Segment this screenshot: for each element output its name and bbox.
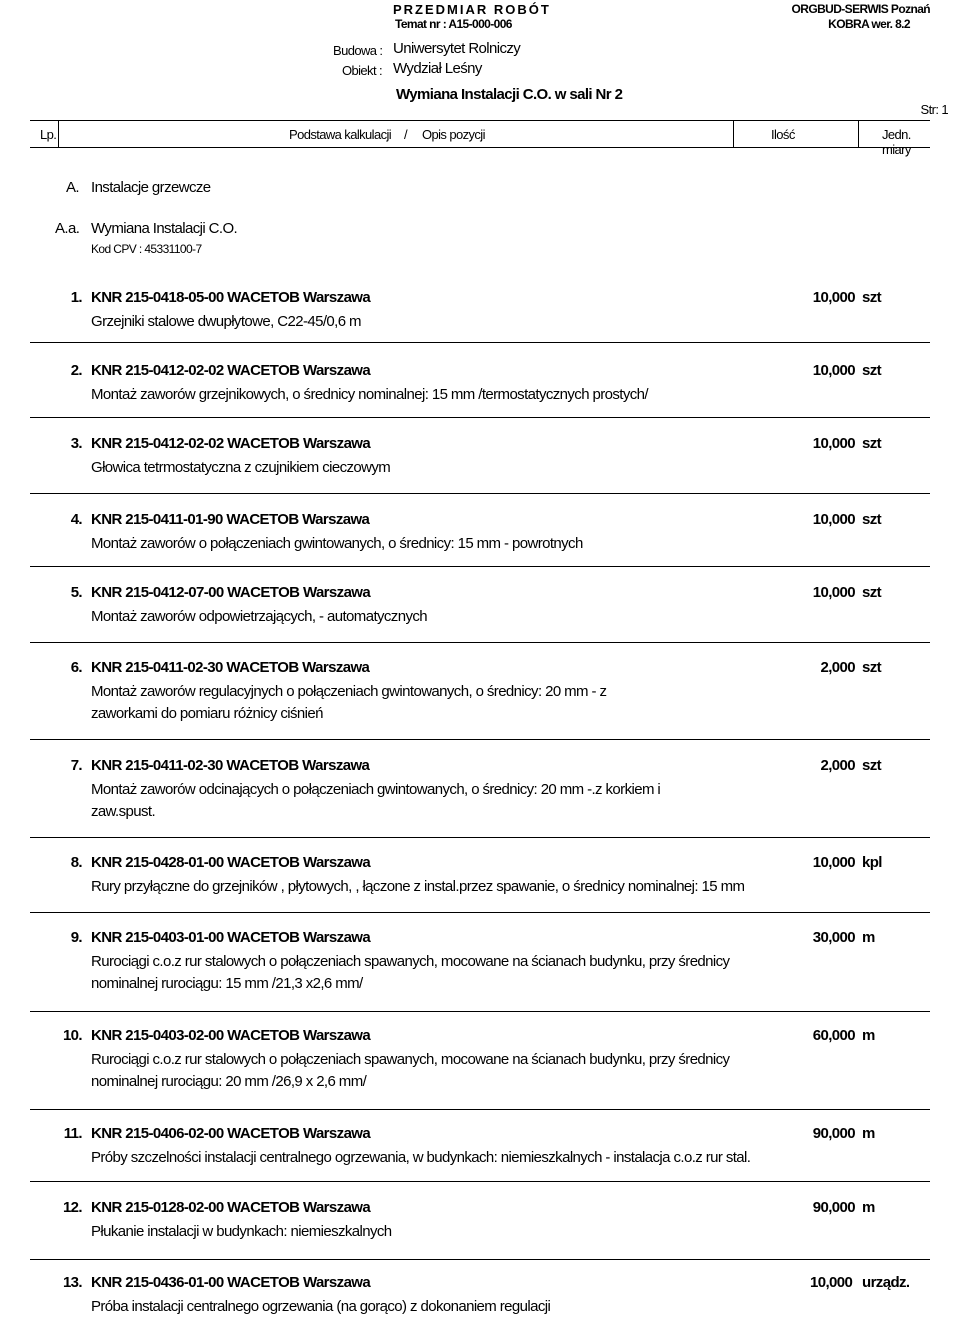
col-unit: Jedn. miary bbox=[882, 127, 911, 157]
item-description: Głowica tetrmostatyczna z czujnikiem cieczowym bbox=[91, 459, 391, 476]
item-unit: szt bbox=[862, 362, 882, 379]
item-unit: szt bbox=[862, 584, 882, 601]
item-code: KNR 215-0411-01-90 WACETOB Warszawa bbox=[91, 511, 370, 528]
item-quantity: 60,000 bbox=[812, 1027, 855, 1044]
item-divider bbox=[30, 342, 930, 343]
page-number: Str: 1 bbox=[920, 102, 948, 117]
item-unit: m bbox=[862, 1199, 875, 1216]
item-description: Montaż zaworów odcinających o połączeniach gwintowanych, o średnicy: 20 mm -.z korkiem i zaw.spust. bbox=[91, 781, 661, 820]
document-title: PRZEDMIAR ROBÓT bbox=[393, 2, 551, 17]
item-divider bbox=[30, 566, 930, 567]
item-number: 3. bbox=[70, 435, 82, 452]
item-quantity: 10,000 bbox=[812, 584, 855, 601]
item-description: Rurociągi c.o.z rur stalowych o połączeniach spawanych, mocowane na ścianach budynku, przy średnicy nominalnej rurociągu: 15 mm /21,3 x2,6 mm/ bbox=[91, 953, 730, 992]
item-quantity: 10,000 bbox=[812, 362, 855, 379]
item-code: KNR 215-0412-02-02 WACETOB Warszawa bbox=[91, 435, 371, 452]
item-code: KNR 215-0412-02-02 WACETOB Warszawa bbox=[91, 362, 371, 379]
subtitle: Wymiana Instalacji C.O. w sali Nr 2 bbox=[396, 86, 623, 103]
item-number: 4. bbox=[70, 511, 82, 528]
item-description: Płukanie instalacji w budynkach: niemieszkalnych bbox=[91, 1223, 392, 1240]
item-divider bbox=[30, 1011, 930, 1012]
item-code: KNR 215-0436-01-00 WACETOB Warszawa bbox=[91, 1274, 371, 1291]
item-quantity: 90,000 bbox=[812, 1199, 855, 1216]
item-description: Próba instalacji centralnego ogrzewania (na gorąco) z dokonaniem regulacji bbox=[91, 1298, 551, 1315]
item-code: KNR 215-0403-02-00 WACETOB Warszawa bbox=[91, 1027, 371, 1044]
item-quantity: 10,000 bbox=[812, 435, 855, 452]
col-divider bbox=[733, 121, 734, 147]
item-unit: szt bbox=[862, 659, 882, 676]
item-description: Próby szczelności instalacji centralnego ogrzewania, w budynkach: niemieszkalnych - instalacja c.o.z rur stal. bbox=[91, 1149, 751, 1166]
item-unit: kpl bbox=[862, 854, 882, 871]
item-code: KNR 215-0428-01-00 WACETOB Warszawa bbox=[91, 854, 371, 871]
item-divider bbox=[30, 642, 930, 643]
item-description: Rurociągi c.o.z rur stalowych o połączeniach spawanych, mocowane na ścianach budynku, przy średnicy nominalnej rurociągu: 20 mm /26,9 x 2,6 mm/ bbox=[91, 1051, 730, 1090]
item-description: Montaż zaworów odpowietrzających, - automatycznych bbox=[91, 608, 427, 625]
item-code: KNR 215-0418-05-00 WACETOB Warszawa bbox=[91, 289, 371, 306]
col-desc: Opis pozycji bbox=[422, 127, 485, 142]
item-number: 9. bbox=[70, 929, 82, 946]
item-quantity: 10,000 bbox=[812, 854, 855, 871]
section-aa-title: Wymiana Instalacji C.O. bbox=[91, 220, 238, 237]
col-divider bbox=[58, 121, 59, 147]
item-divider bbox=[30, 1181, 930, 1182]
item-divider bbox=[30, 1109, 930, 1110]
item-number: 5. bbox=[70, 584, 82, 601]
item-divider bbox=[30, 1259, 930, 1260]
item-description: Grzejniki stalowe dwupłytowe, C22-45/0,6 m bbox=[91, 313, 361, 330]
item-code: KNR 215-0403-01-00 WACETOB Warszawa bbox=[91, 929, 371, 946]
item-quantity: 10,000 bbox=[810, 1274, 853, 1291]
budowa-label: Budowa : bbox=[333, 43, 383, 58]
column-header bbox=[30, 120, 930, 157]
cpv-code: Kod CPV : 45331100-7 bbox=[91, 242, 202, 256]
item-description: Montaż zaworów grzejnikowych, o średnicy nominalnej: 15 mm /termostatycznych prostych/ bbox=[91, 386, 648, 403]
item-description: Montaż zaworów regulacyjnych o połączeniach gwintowanych, o średnicy: 20 mm - z zaworkami do pomiaru różnicy ciśnień bbox=[91, 683, 607, 722]
obiekt-value: Wydział Leśny bbox=[393, 60, 482, 77]
item-divider bbox=[30, 837, 930, 838]
item-divider bbox=[30, 739, 930, 740]
company-name: ORGBUD-SERWIS Poznań bbox=[791, 2, 930, 16]
section-a-label: A. bbox=[66, 179, 79, 196]
software-version: KOBRA wer. 8.2 bbox=[828, 17, 910, 31]
item-quantity: 2,000 bbox=[820, 659, 855, 676]
item-number: 12. bbox=[62, 1199, 82, 1216]
item-unit: szt bbox=[862, 435, 882, 452]
item-code: KNR 215-0406-02-00 WACETOB Warszawa bbox=[91, 1125, 371, 1142]
budowa-value: Uniwersytet Rolniczy bbox=[393, 40, 521, 57]
temat-number: Temat nr : A15-000-006 bbox=[395, 17, 512, 31]
obiekt-label: Obiekt : bbox=[342, 63, 382, 78]
col-lp: Lp. bbox=[40, 127, 57, 142]
item-code: KNR 215-0412-07-00 WACETOB Warszawa bbox=[91, 584, 371, 601]
item-quantity: 30,000 bbox=[812, 929, 855, 946]
item-number: 8. bbox=[70, 854, 82, 871]
item-number: 10. bbox=[62, 1027, 82, 1044]
item-number: 11. bbox=[63, 1125, 82, 1142]
item-code: KNR 215-0411-02-30 WACETOB Warszawa bbox=[91, 659, 370, 676]
item-unit: szt bbox=[862, 511, 882, 528]
section-a-title: Instalacje grzewcze bbox=[91, 179, 211, 196]
item-quantity: 10,000 bbox=[812, 511, 855, 528]
item-number: 1. bbox=[70, 289, 82, 306]
item-quantity: 2,000 bbox=[820, 757, 855, 774]
item-unit: m bbox=[862, 929, 875, 946]
col-slash: / bbox=[404, 127, 408, 142]
item-description: Rury przyłączne do grzejników , płytowych, , łączone z instal.przez spawanie, o średnicy nominalnej: 15 mm bbox=[91, 878, 745, 895]
item-number: 2. bbox=[70, 362, 82, 379]
col-divider bbox=[858, 121, 859, 147]
item-divider bbox=[30, 493, 930, 494]
section-aa-label: A.a. bbox=[55, 220, 80, 237]
item-number: 7. bbox=[70, 757, 82, 774]
col-qty: Ilość bbox=[771, 127, 795, 142]
col-basis: Podstawa kalkulacji bbox=[289, 127, 392, 142]
item-description: Montaż zaworów o połączeniach gwintowanych, o średnicy: 15 mm - powrotnych bbox=[91, 535, 583, 552]
item-unit: szt bbox=[862, 289, 882, 306]
item-unit: szt bbox=[862, 757, 882, 774]
item-unit: m bbox=[862, 1125, 875, 1142]
item-number: 6. bbox=[70, 659, 82, 676]
item-code: KNR 215-0411-02-30 WACETOB Warszawa bbox=[91, 757, 370, 774]
item-number: 13. bbox=[62, 1274, 82, 1291]
item-quantity: 10,000 bbox=[812, 289, 855, 306]
item-quantity: 90,000 bbox=[812, 1125, 855, 1142]
item-unit: urządz. bbox=[862, 1274, 910, 1291]
item-divider bbox=[30, 912, 930, 913]
item-code: KNR 215-0128-02-00 WACETOB Warszawa bbox=[91, 1199, 371, 1216]
item-divider bbox=[30, 417, 930, 418]
item-unit: m bbox=[862, 1027, 875, 1044]
